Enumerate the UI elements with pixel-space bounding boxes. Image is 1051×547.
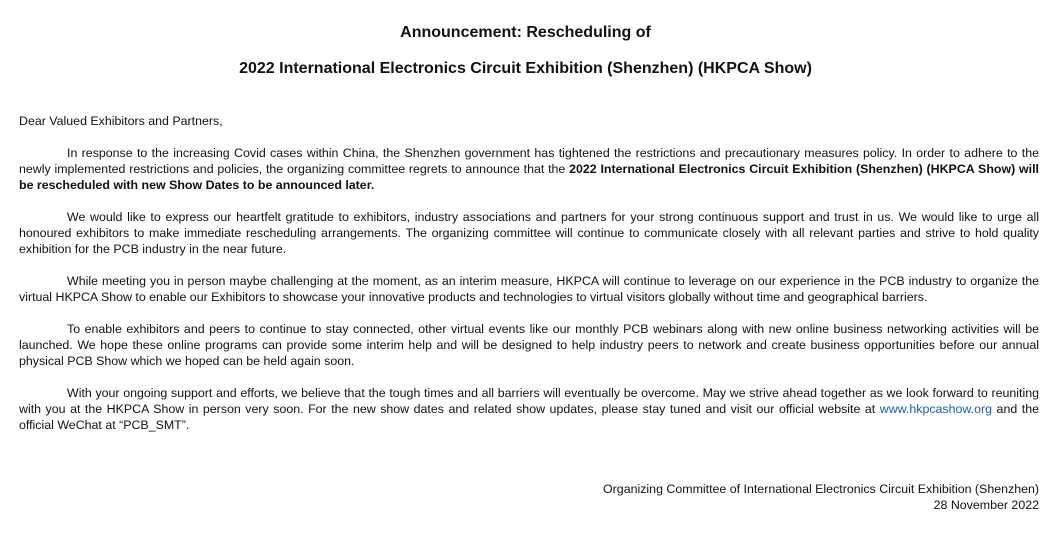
signature-date: 28 November 2022 [933, 498, 1039, 512]
letter-body [19, 113, 1039, 449]
paragraph-1-text: In response to the increasing Covid cases within China, the Shenzhen government has tightened the restrictions and precautionary measures policy. In order to adhere to the newly implemented restrictions and policies, the organizing committee regrets to announce that the [19, 146, 1039, 176]
website-link[interactable]: www.hkpcashow.org [879, 402, 993, 416]
paragraph-5-text: With your ongoing support and efforts, we believe that the tough times and all barriers will eventually be overcome. May we strive ahead together as we look forward to reuniting with you at the HKPCA Show in person very soon. For the new show dates and related show updates, please stay tuned and visit our official website at [19, 386, 1039, 416]
paragraph-1-bold: 2022 International Electronics Circuit Exhibition (Shenzhen) (HKPCA Show) will be rescheduled with new Show Dates to be announced later. [19, 162, 1039, 192]
salutation: Dear Valued Exhibitors and Partners, [19, 114, 223, 128]
paragraph-2: We would like to express our heartfelt gratitude to exhibitors, industry associations and partners for your strong continuous support and trust in us. We would like to urge all honoured exhibitors to make immediate rescheduling arrangements. The organizing committee will continue to communicate closely with all relevant parties and strive to hold quality exhibition for the PCB industry in the near future. [19, 210, 1039, 256]
title-line-1: Announcement: Rescheduling of [400, 24, 651, 41]
title-line-2: 2022 International Electronics Circuit Exhibition (Shenzhen) (HKPCA Show) [239, 60, 812, 77]
paragraph-1 [19, 145, 1039, 193]
paragraph-3: While meeting you in person maybe challenging at the moment, as an interim measure, HKPCA will continue to leverage on our experience in the PCB industry to organize the virtual HKPCA Show to enable our Exhibitors to showcase your innovative products and technologies to virtual visitors globally without time and geographical barriers. [19, 274, 1039, 304]
paragraph-4: To enable exhibitors and peers to continue to stay connected, other virtual events like our monthly PCB webinars along with new online business networking activities will be launched. We hope these online programs can provide some interim help and will be designed to help industry peers to network and create business opportunities before our annual physical PCB Show which we hoped can be held again soon. [19, 322, 1039, 368]
signature-block [603, 481, 1039, 513]
paragraph-5-tail: and the official WeChat at “PCB_SMT”. [19, 402, 1039, 432]
paragraph-5 [19, 385, 1039, 433]
signature-organization: Organizing Committee of International Electronics Circuit Exhibition (Shenzhen) [603, 482, 1039, 496]
